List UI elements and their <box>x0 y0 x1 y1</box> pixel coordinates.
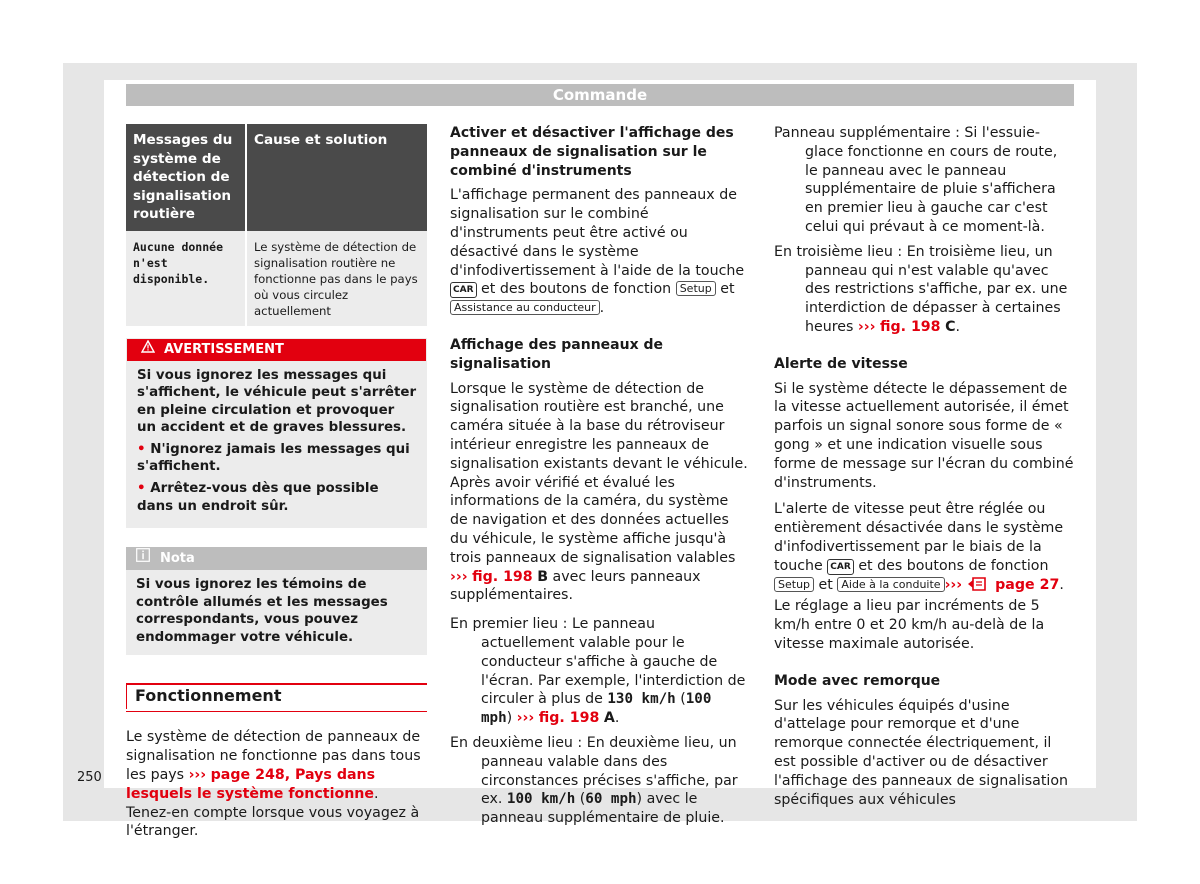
figure-link[interactable]: fig. 198 <box>472 568 533 585</box>
paragraph-display: Lorsque le système de détection de signalisation routière est branché, une caméra située à la base du rétroviseur intérieur enregistre les panneaux de signalisation existants devant le véhicule. Après avoir vérifié et évalué les informations de la caméra, du système de navigation et des données actuelles du véhicule, le système affiche jusqu'à trois panneaux de signalisation valables ››› fig. 198 B avec leurs panneaux supplémentaires. <box>450 380 748 604</box>
page-link[interactable]: page 27 <box>995 576 1060 593</box>
warning-title: AVERTISSEMENT <box>164 341 284 357</box>
info-icon <box>136 547 150 570</box>
figure-link[interactable]: fig. 198 <box>538 710 600 727</box>
note-title-bar <box>126 547 427 570</box>
column-middle <box>450 124 750 828</box>
section-title: Fonctionnement <box>126 685 427 713</box>
table-header-row <box>126 124 427 231</box>
warning-box <box>126 338 427 529</box>
paragraph-speed-alert: Si le système détecte le dépassement de la vitesse actuellement autorisée, il émet parfois un signal sonore sous forme de « gong » et une indication visuelle sous forme de message sur l'écran du combiné d'instruments. <box>774 380 1074 491</box>
note-text: Si vous ignorez les témoins de contrôle allumés et les messages correspondants, vous pouvez endommager votre véhicule. <box>136 577 388 646</box>
table-row <box>126 231 427 326</box>
paragraph-activate: L'affichage permanent des panneaux de signalisation sur le combiné d'instruments peut être activé ou désactivé dans le système d'infodivertissement à l'aide de la touche CAR et des boutons de fonction Setup et Assistance au conducteur . <box>450 187 745 317</box>
car-key-icon: CAR <box>827 559 854 575</box>
page-number: 250 <box>77 770 102 785</box>
subheading-trailer: Mode avec remorque <box>774 672 941 689</box>
paragraph-speed-setting: L'alerte de vitesse peut être réglée ou entièrement désactivée dans le système d'infodivertissement par le biais de la touche CAR et des boutons de fonction Setup et Aide à la conduite ››› page 27. Le réglage a lieu par incréments de 5 km/h entre 0 et 20 km/h au-delà de la vitesse maximale autorisée. <box>774 501 1064 652</box>
assist-key: Aide à la conduite <box>837 577 944 592</box>
message-table <box>126 124 427 326</box>
table-cell-solution: Le système de détection de signalisation routière ne fonctionne pas dans le pays où vous circulez actuellement <box>246 231 427 326</box>
warning-bullet: • N'ignorez jamais les messages qui s'affichent. <box>137 441 410 475</box>
table-cell-message: Aucune donnée n'est disponible. <box>126 231 246 326</box>
table-header-cause: Cause et solution <box>246 124 427 231</box>
subheading-display: Affichage des panneaux de signalisation <box>450 336 664 372</box>
setup-key: Setup <box>676 281 716 296</box>
warning-bullet: • Arrêtez-vous dès que possible dans un endroit sûr. <box>137 481 379 514</box>
note-body <box>126 570 427 654</box>
section-fonctionnement <box>126 683 427 713</box>
subheading-activate: Activer et désactiver l'affichage des panneaux de signalisation sur le combiné d'instruments <box>450 125 734 179</box>
warning-body <box>127 361 426 528</box>
subheading-speed-alert: Alerte de vitesse <box>774 355 908 372</box>
list-item: En premier lieu : Le panneau actuellement valable pour le conducteur s'affiche à gauche de l'écran. Par exemple, l'interdiction de circuler à plus de 130 km/h (100 mph) ››› fig. 198 A. <box>450 616 746 727</box>
column-left <box>126 124 427 841</box>
table-header-messages: Messages du système de détection de signalisation routière <box>126 124 246 231</box>
section-paragraph: Le système de détection de panneaux de signalisation ne fonctionne pas dans tous les pays ››› page 248, Pays dans lesquels le système fonctionne. Tenez-en compte lorsque vous voyagez à l'étranger. <box>126 729 421 840</box>
page-reference-icon <box>967 576 991 598</box>
chapter-header: Commande <box>126 84 1074 106</box>
list-item: En deuxième lieu : En deuxième lieu, un panneau valable dans des circonstances précises s'affiche, par ex. 100 km/h (60 mph) avec le panneau supplémentaire de pluie. <box>450 734 738 827</box>
assist-key: Assistance au conducteur <box>450 300 600 315</box>
note-box <box>126 547 427 654</box>
figure-link[interactable]: fig. 198 <box>879 318 941 335</box>
list-item: En troisième lieu : En troisième lieu, un panneau qui n'est valable qu'avec des restrictions s'affiche, par ex. une interdiction de dépasser à certaines heures ››› fig. 198 C. <box>774 243 1068 335</box>
setup-key: Setup <box>774 577 814 592</box>
cross-ref-arrows: ››› <box>188 767 207 784</box>
list-item: Panneau supplémentaire : Si l'essuie-glace fonctionne en cours de route, le panneau avec le panneau supplémentaire de pluie s'affichera en premier lieu à gauche car c'est celui qui prévaut à ce moment-là. <box>774 125 1058 235</box>
warning-text: Si vous ignorez les messages qui s'affichent, le véhicule peut s'arrêter en pleine circulation et provoquer un accident et de graves blessures. <box>137 367 417 436</box>
column-right <box>774 124 1074 809</box>
car-key-icon: CAR <box>450 282 477 298</box>
paragraph-trailer: Sur les véhicules équipés d'usine d'attelage pour remorque et d'une remorque connectée électriquement, il est possible d'activer ou de désactiver l'affichage des panneaux de signalisation spécifiques aux véhicules <box>774 697 1069 808</box>
page-link[interactable]: page 248, Pays dans lesquels le système fonctionne <box>126 767 376 802</box>
note-title: Nota <box>160 551 195 567</box>
warning-triangle-icon <box>141 339 155 361</box>
warning-title-bar <box>127 339 426 361</box>
